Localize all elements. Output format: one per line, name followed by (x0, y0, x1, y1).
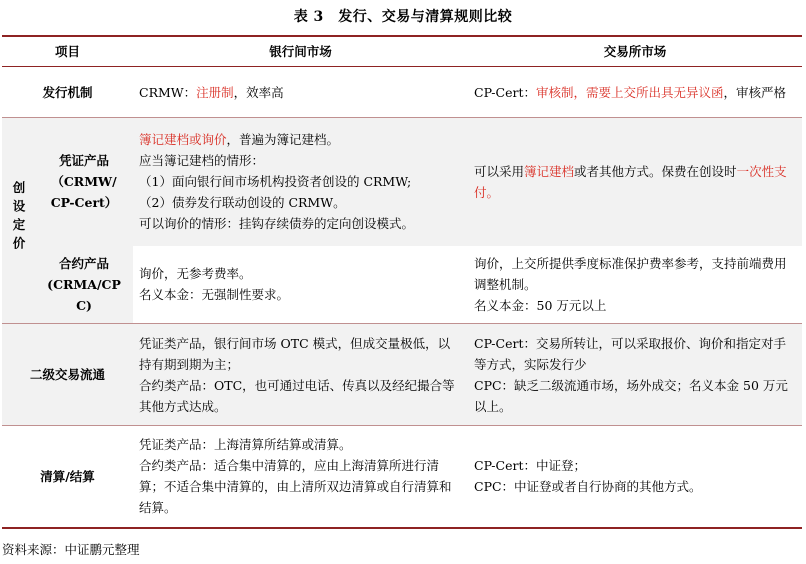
cell-contract-interbank (133, 246, 468, 324)
label-line: C) (76, 297, 92, 313)
text: ，效率高 (233, 84, 284, 100)
cell-issuance-interbank (133, 67, 468, 118)
row-label-secondary: 二级交易流通 (2, 324, 133, 426)
table-row-pricing-cert (2, 118, 802, 246)
text: ，普遍为簿记建档。 (226, 132, 340, 148)
cell-contract-exchange (468, 246, 802, 324)
text-line: （1）面向银行间市场机构投资者创设的 CRMW; (139, 174, 412, 190)
table-row-clearing (2, 426, 802, 528)
text-line: 名义本金：无强制性要求。 (139, 287, 290, 303)
text-line: 凭证类产品，银行间市场 OTC 模式，但成交量极低，以持有期到期为主； (139, 335, 451, 372)
text-line: 凭证类产品：上海清算所结算或清算。 (139, 437, 352, 453)
text-line: 名义本金：50 万元以上 (474, 297, 607, 313)
text: 或者其他方式。保费在创设时 (574, 163, 737, 179)
header-interbank: 银行间市场 (133, 36, 468, 67)
text-line: CPC：缺乏二级流通市场，场外成交；名义本金 50 万元以上。 (474, 377, 788, 414)
row-group-label-pricing (2, 118, 35, 324)
comparison-table (2, 35, 802, 529)
row-label-cert (35, 118, 133, 246)
label-line: CP-Cert） (50, 195, 118, 211)
cell-secondary-interbank (133, 324, 468, 426)
text-line: 应当簿记建档的情形： (139, 153, 265, 169)
text-line: CPC：中证登或者自行协商的其他方式。 (474, 479, 702, 495)
text-line: 合约类产品：适合集中清算的，应由上海清算所进行清算；不适合集中清算的，由上清所双边清算或自行清算和结算。 (139, 458, 452, 516)
text-line: 询价，上交所提供季度标准保护费率参考，支持前端费用调整机制。 (474, 255, 787, 292)
text: CRMW： (139, 84, 197, 100)
text-line: CP-Cert：中证登； (474, 458, 586, 474)
cell-clearing-interbank (133, 426, 468, 528)
cell-secondary-exchange (468, 324, 802, 426)
text-line: CP-Cert：交易所转让，可以采取报价、询价和指定对手等方式，实际发行少 (474, 335, 786, 372)
text-line (139, 129, 462, 150)
label-line: 凭证产品 (59, 153, 110, 169)
text: 可以采用 (474, 163, 525, 179)
source-note: 资料来源：中证鹏元整理 (2, 542, 140, 557)
highlight-text: 簿记建档或询价 (139, 132, 227, 148)
table-row-pricing-contract (2, 246, 802, 324)
highlight-text: 簿记建档 (524, 163, 575, 179)
table-row-issuance (2, 67, 802, 118)
cell-cert-exchange (468, 118, 802, 246)
highlight-text: 审核制，需要上交所出具无异议函 (536, 84, 724, 100)
header-exchange: 交易所市场 (468, 36, 802, 67)
row-label-contract (35, 246, 133, 324)
label-line: （CRMW/ (51, 174, 117, 190)
text-line: 询价，无参考费率。 (139, 266, 252, 282)
highlight-text: 注册制 (196, 84, 234, 100)
text: ，审核严格 (723, 84, 787, 100)
table-title: 表 3 发行、交易与清算规则比较 (293, 9, 513, 25)
table-row-secondary (2, 324, 802, 426)
label-line: 合约产品 (59, 255, 110, 271)
header-item: 项目 (2, 36, 133, 67)
row-label-issuance: 发行机制 (42, 84, 93, 100)
cell-clearing-exchange (468, 426, 802, 528)
highlight-text: 一次性支付。 (474, 163, 787, 200)
cell-issuance-exchange (468, 67, 802, 118)
label-line: (CRMA/CP (47, 276, 121, 292)
group-label-text: 创设定价 (11, 180, 26, 255)
text: CP-Cert： (474, 84, 536, 100)
text-line: 可以询价的情形：挂钩存续债券的定向创设模式。 (139, 216, 415, 232)
cell-cert-interbank (133, 118, 468, 246)
table-header-row (2, 36, 802, 67)
text-line: 合约类产品：OTC，也可通过电话、传真以及经纪撮合等其他方式达成。 (139, 377, 455, 414)
row-label-clearing: 清算/结算 (2, 426, 133, 528)
text-line: （2）债券发行联动创设的 CRMW。 (139, 195, 346, 211)
